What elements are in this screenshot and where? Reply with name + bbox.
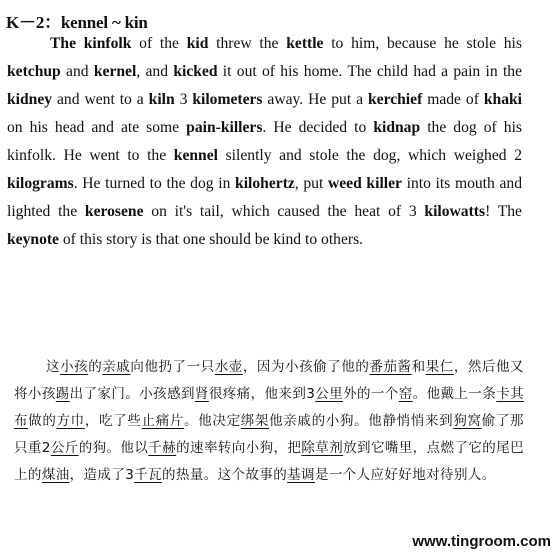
vocab-word: kilowatts <box>424 203 486 220</box>
story-text: away. He put a <box>262 91 368 108</box>
translation-text: 的速率转向小狗，把 <box>176 440 302 456</box>
translation-text: 做的 <box>28 413 57 429</box>
vocab-translation: 千赫 <box>148 440 177 456</box>
story-text: on his head and ate some <box>7 119 187 136</box>
vocab-translation: 果仁 <box>425 359 454 375</box>
vocab-word: keynote <box>7 231 59 248</box>
vocab-word: The kinfolk <box>50 35 132 52</box>
story-text: of the <box>131 35 187 52</box>
translation-text: ，吃了些 <box>84 413 142 429</box>
vocab-word: kennel <box>173 147 218 164</box>
translation-text: 放到它嘴里，点燃了它的尾巴上的 <box>14 440 524 483</box>
vocab-word: kerchief <box>367 91 423 108</box>
vocab-translation: 公里 <box>315 386 344 402</box>
story-text: and <box>60 63 94 80</box>
story-text: on it's tail, which caused the heat of 3 <box>143 203 425 220</box>
story-text: threw the <box>208 35 287 52</box>
vocab-word: kidnap <box>373 119 421 136</box>
vocab-translation: 窑 <box>398 386 413 402</box>
vocab-word: ketchup <box>7 63 61 80</box>
translation-text: 。他戴上一条 <box>412 386 497 402</box>
vocab-translation: 狗窝 <box>453 413 482 429</box>
vocab-translation: 亲戚 <box>102 359 131 375</box>
vocab-word: kidney <box>7 91 53 108</box>
story-text: into its mouth and lighted the <box>7 175 522 220</box>
vocab-word: khaki <box>483 91 522 108</box>
section-heading: K－2：kennel ~ kin <box>6 13 148 32</box>
english-story-paragraph <box>7 30 522 254</box>
story-text: the dog of his kinfolk. He went to the <box>7 119 522 164</box>
vocab-translation: 公斤 <box>50 440 79 456</box>
vocab-translation: 方巾 <box>56 413 85 429</box>
translation-text: 偷了那只重2 <box>14 413 524 456</box>
story-text: made of <box>422 91 484 108</box>
vocab-word: kilometers <box>192 91 263 108</box>
vocab-word: kiln <box>148 91 175 108</box>
translation-text: 和 <box>411 359 426 375</box>
story-text: ! The <box>485 203 522 220</box>
translation-text: 外的一个 <box>343 386 399 402</box>
translation-text: ，然后他又将小孩 <box>14 359 524 402</box>
story-text: and went to a <box>52 91 149 108</box>
vocab-translation: 卡其布 <box>14 386 525 429</box>
translation-text: 的狗。他以 <box>78 440 149 456</box>
vocab-translation: 基调 <box>287 467 315 483</box>
vocab-translation: 千瓦 <box>134 467 163 483</box>
vocab-translation: 踢 <box>55 386 70 402</box>
vocab-translation: 除草剂 <box>301 440 344 456</box>
vocab-word: pain-killers <box>186 119 263 136</box>
translation-text: ，造成了3 <box>69 467 135 483</box>
site-watermark: www.tingroom.com <box>412 533 551 550</box>
vocab-word: kettle <box>286 35 324 52</box>
story-text: of this story is that one should be kind to others. <box>58 231 364 248</box>
story-text: 3 <box>174 91 193 108</box>
vocab-word: weed killer <box>327 175 402 192</box>
story-text: to him, because he stole his <box>323 35 522 52</box>
chinese-translation-paragraph <box>14 354 524 489</box>
translation-text: ，因为小孩偷了他的 <box>242 359 370 375</box>
vocab-translation: 止痛片 <box>141 413 185 429</box>
translation-text: 这 <box>46 359 61 375</box>
story-text: silently and stole the dog, which weighed 2 <box>217 147 522 164</box>
story-text: , put <box>294 175 328 192</box>
translation-text: 出了家门。小孩感到 <box>69 386 195 402</box>
vocab-word: kicked <box>173 63 218 80</box>
story-text: . He decided to <box>262 119 374 136</box>
vocab-translation: 水壶 <box>214 359 243 375</box>
vocab-translation: 番茄酱 <box>369 359 412 375</box>
vocab-word: kilograms <box>7 175 74 192</box>
translation-text: 的热量。这个故事的 <box>162 467 288 483</box>
translation-text: 他亲戚的小狗。他静悄悄来到 <box>269 413 454 429</box>
vocab-word: kilohertz <box>235 175 295 192</box>
translation-text: 很疼痛，他来到3 <box>208 386 316 402</box>
translation-text: 。他决定 <box>184 413 241 429</box>
story-text: . He turned to the dog in <box>73 175 236 192</box>
vocab-translation: 肾 <box>194 386 209 402</box>
story-text: , and <box>136 63 174 80</box>
vocab-translation: 煤油 <box>41 467 70 483</box>
vocab-word: kernel <box>93 63 137 80</box>
translation-text: 的 <box>88 359 103 375</box>
vocab-translation: 小孩 <box>60 359 89 375</box>
translation-text: 是一个人应好好地对待别人。 <box>314 467 496 483</box>
vocab-word: kerosene <box>84 203 144 220</box>
vocab-translation: 绑架 <box>240 413 270 429</box>
story-text: it out of his home. The child had a pain in the <box>217 63 522 80</box>
vocab-word: kid <box>186 35 209 52</box>
translation-text: 向他扔了一只 <box>130 359 215 375</box>
